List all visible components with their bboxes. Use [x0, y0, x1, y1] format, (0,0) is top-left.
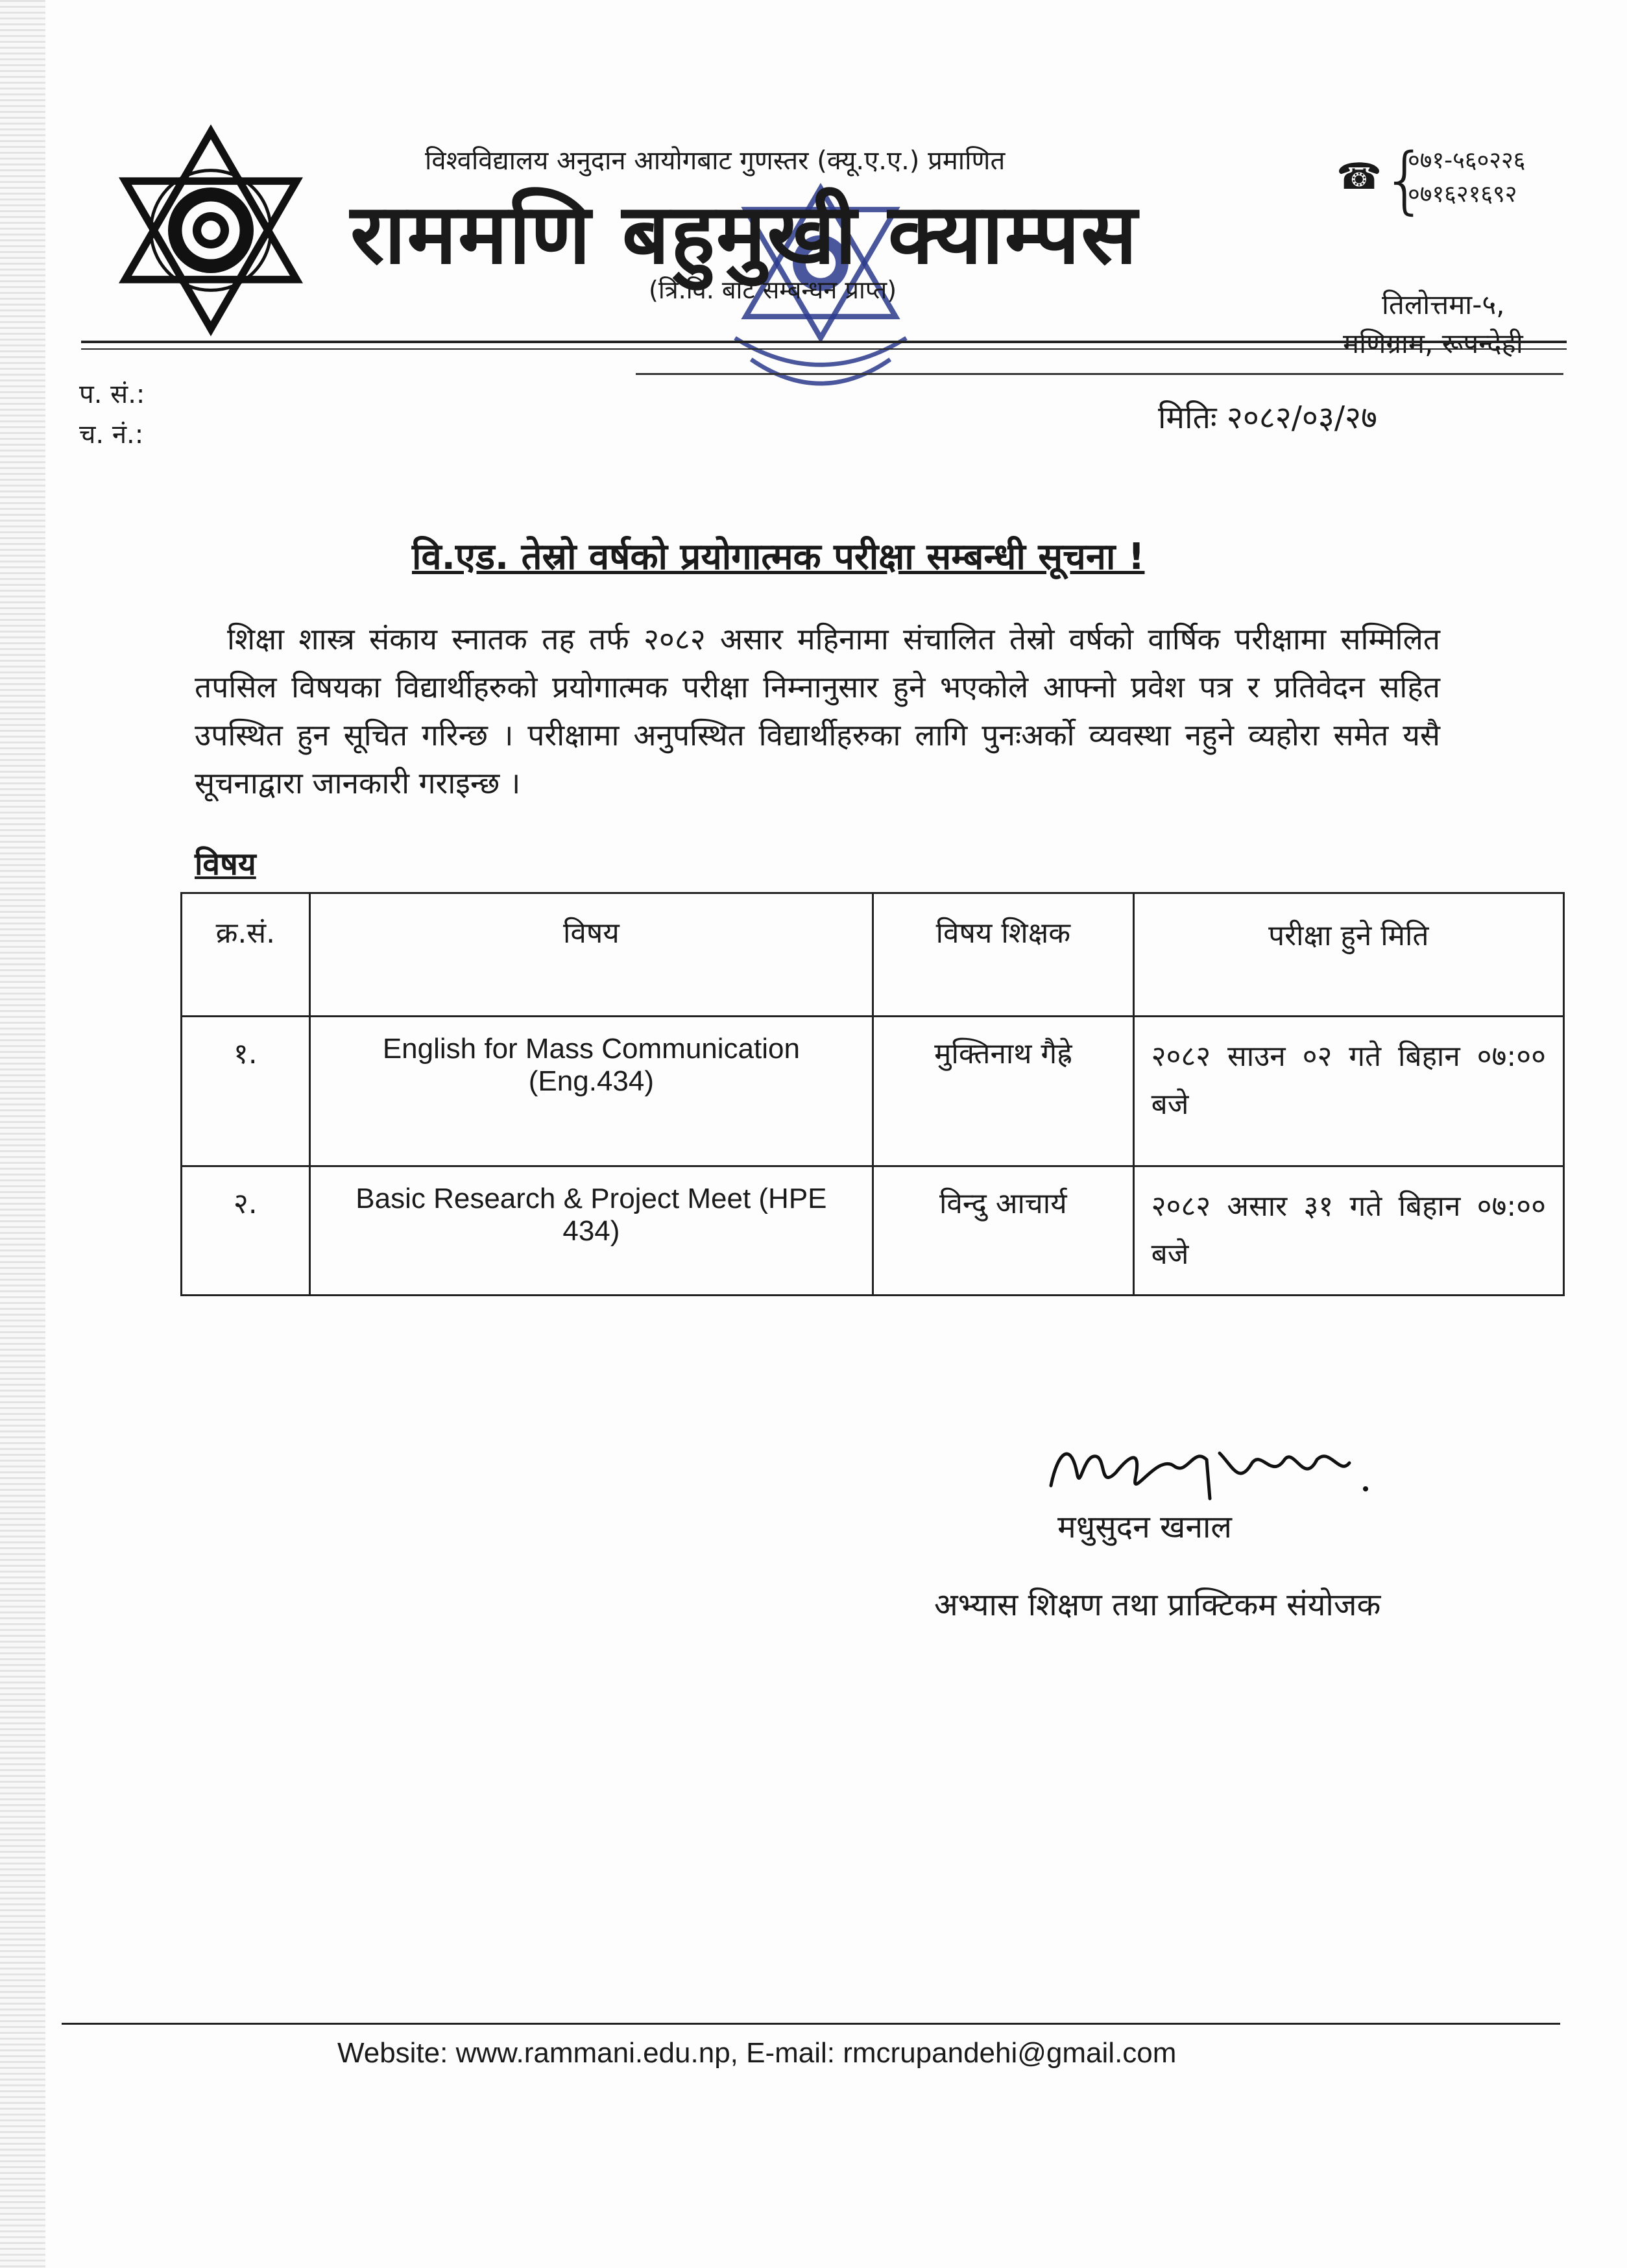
signatory-designation: अभ्यास शिक्षण तथा प्राक्टिकम संयोजक [934, 1587, 1381, 1623]
affiliation-line: (त्रि.वि. बाट सम्बन्धन प्राप्त) [649, 276, 897, 304]
phone-number-2: ०७१६२१६९२ [1408, 181, 1517, 208]
dispatch-number-label: च. नं.: [79, 420, 144, 450]
header-subject: विषय [309, 893, 873, 1017]
row-exam-date: २०८२ साउन ०२ गते बिहान ०७:०० बजे [1133, 1017, 1563, 1166]
row-subject: Basic Research & Project Meet (HPE 434) [309, 1166, 873, 1296]
row-serial: १. [182, 1017, 310, 1166]
notice-title: वि.एड. तेस्रो वर्षको प्रयोगात्मक परीक्षा सम्बन्धी सूचना ! [412, 536, 1145, 578]
header-serial: क्र.सं. [182, 893, 310, 1017]
campus-name-heading: राममणि बहुमुखी क्याम्पस [350, 186, 1139, 283]
notice-date: मितिः २०८२/०३/२७ [1158, 400, 1377, 436]
signatory-name: मधुसुदन खनाल [1057, 1509, 1232, 1545]
row-exam-date: २०८२ असार ३१ गते बिहान ०७:०० बजे [1133, 1166, 1563, 1296]
address-line-1: तिलोत्तमा-५, [1382, 289, 1505, 320]
telephone-icon: ☎ [1336, 156, 1382, 198]
header-teacher: विषय शिक्षक [873, 893, 1134, 1017]
header-rule-thick [81, 341, 1567, 343]
phone-numbers [1408, 144, 1525, 211]
accreditation-line: विश्वविद्यालय अनुदान आयोगबाट गुणस्तर (क्यू.ए.ए.) प्रमाणित [425, 146, 1006, 176]
subject-heading: विषय [195, 846, 256, 882]
table-row [182, 1017, 1564, 1166]
footer-contact: Website: www.rammani.edu.np, E-mail: rmcrupandehi@gmail.com [337, 2037, 1177, 2069]
reference-number-label: प. सं.: [79, 380, 145, 409]
header-exam-date: परीक्षा हुने मिति [1133, 893, 1563, 1017]
header-rule-thin [81, 348, 1567, 350]
phone-brace: { [1382, 138, 1428, 223]
footer-rule [62, 2023, 1560, 2025]
scan-shadow-edge [0, 0, 45, 2268]
table-row [182, 1166, 1564, 1296]
row-teacher: विन्दु आचार्य [873, 1166, 1134, 1296]
notice-body: शिक्षा शास्त्र संकाय स्नातक तह तर्फ २०८२ असार महिनामा संचालित तेस्रो वर्षको वार्षिक परीक्षामा सम्मिलित तपसिल विषयका विद्यार्थीहरुको प्रयोगात्मक परीक्षा निम्नानुसार हुने भएकोले आफ्नो प्रवेश पत्र र प्रतिवेदन सहित उपस्थित हुन सूचित गरिन्छ । परीक्षामा अनुपस्थित विद्यार्थीहरुका लागि पुनःअर्को व्यवस्था नहुने व्यहोरा समेत यसै सूचनाद्वारा जानकारी गराइन्छ । [195, 621, 1441, 801]
address-line-2: मणिग्राम, रूपन्देही [1343, 328, 1523, 359]
row-serial: २. [182, 1166, 310, 1296]
phone-number-1: ०७१-५६०२२६ [1408, 147, 1526, 174]
header-rule-lower [636, 373, 1563, 375]
campus-logo-emblem [104, 123, 318, 337]
table-header-row [182, 893, 1564, 1017]
exam-schedule-table [180, 892, 1565, 1296]
row-subject: English for Mass Communication (Eng.434) [309, 1017, 873, 1166]
row-teacher: मुक्तिनाथ गैह्रे [873, 1017, 1134, 1166]
